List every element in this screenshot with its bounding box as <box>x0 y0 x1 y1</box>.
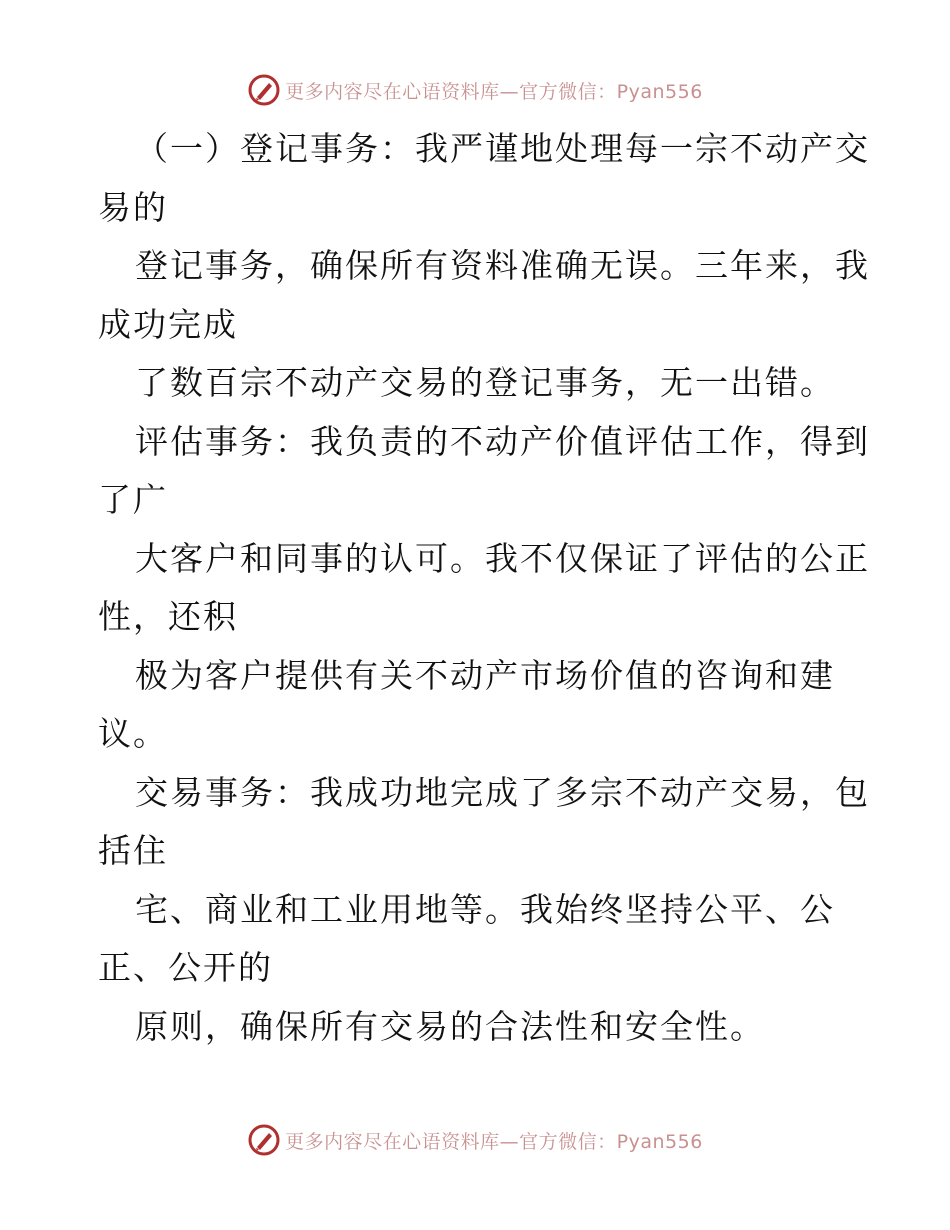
text-line: 评估事务：我负责的不动产价值评估工作，得到 <box>135 421 870 461</box>
text-line: 括住 <box>98 831 168 870</box>
text-line: 易的 <box>98 187 168 227</box>
footer-banner <box>0 1120 950 1160</box>
footer-banner-text: 更多内容尽在心语资料库—官方微信：Pyan556 <box>285 1130 703 1153</box>
text-line: 大客户和同事的认可。我不仅保证了评估的公正 <box>135 538 870 578</box>
text-line: 交易事务：我成功地完成了多宗不动产交易，包 <box>135 772 870 812</box>
text-line: 宅、商业和工业用地等。我始终坚持公平、公 <box>135 889 835 929</box>
text-line: 原则，确保所有交易的合法性和安全性。 <box>135 1006 765 1046</box>
header-banner-text: 更多内容尽在心语资料库—官方微信：Pyan556 <box>285 80 703 103</box>
text-line: 登记事务，确保所有资料准确无误。三年来，我 <box>135 246 870 285</box>
pen-nib-logo-icon <box>247 1123 281 1157</box>
header-banner <box>0 70 950 110</box>
text-line: 正、公开的 <box>98 948 273 987</box>
text-line: （一）登记事务：我严谨地处理每一宗不动产交 <box>135 129 870 168</box>
text-line: 性，还积 <box>98 597 238 636</box>
pen-nib-logo-icon <box>247 73 281 107</box>
text-line: 极为客户提供有关不动产市场价值的咨询和建 <box>135 655 835 695</box>
text-line: 了广 <box>98 480 168 519</box>
text-line: 成功完成 <box>98 304 238 344</box>
document-body <box>98 120 870 1056</box>
text-line: 了数百宗不动产交易的登记事务，无一出错。 <box>135 363 835 402</box>
text-line: 议。 <box>98 714 168 753</box>
